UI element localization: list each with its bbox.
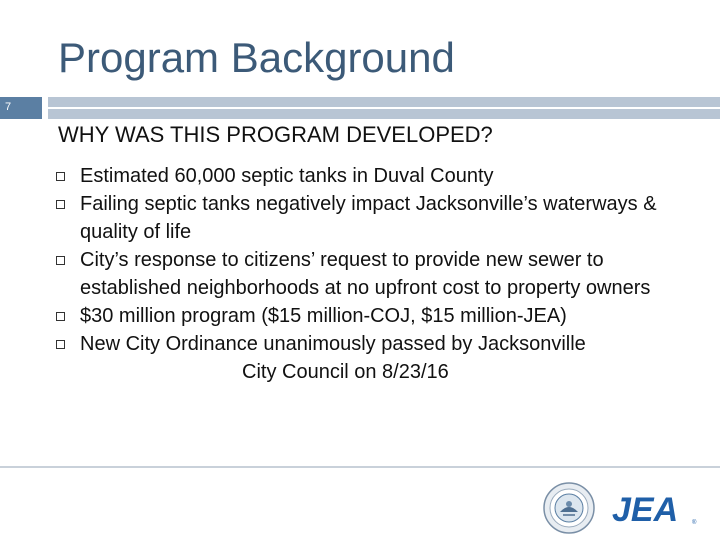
bullet-text-part1: New City Ordinance unanimously passed by Jacksonville	[80, 333, 586, 355]
jea-logo-text: JEA	[612, 491, 679, 528]
bullet-item	[54, 162, 704, 190]
bullet-item	[54, 302, 704, 330]
bullet-list	[54, 162, 704, 386]
square-bullet-icon	[56, 312, 65, 321]
slide-number: 7	[0, 97, 42, 119]
square-bullet-icon	[56, 172, 65, 181]
slide-title: Program Background	[58, 34, 455, 81]
svg-text:®: ®	[692, 520, 697, 526]
jea-logo	[610, 488, 700, 528]
bullet-item	[54, 330, 704, 386]
section-heading: WHY WAS THIS PROGRAM DEVELOPED?	[58, 122, 493, 147]
bullet-text: Failing septic tanks negatively impact Jacksonville’s waterways & quality of life	[80, 193, 657, 243]
square-bullet-icon	[56, 340, 65, 349]
bullet-text-part2: City Council on 8/23/16	[242, 361, 449, 383]
bullet-item	[54, 246, 704, 302]
bullet-item	[54, 190, 704, 246]
bullet-text: Estimated 60,000 septic tanks in Duval County	[80, 165, 494, 187]
bullet-text: City’s response to citizens’ request to provide new sewer to established neighborhoods at no upfront cost to property owners	[80, 249, 651, 299]
square-bullet-icon	[56, 200, 65, 209]
footer-divider	[0, 466, 720, 468]
square-bullet-icon	[56, 256, 65, 265]
bullet-text: $30 million program ($15 million-COJ, $15 million-JEA)	[80, 305, 567, 327]
city-seal-icon	[543, 482, 595, 534]
title-divider-bar	[48, 97, 720, 119]
